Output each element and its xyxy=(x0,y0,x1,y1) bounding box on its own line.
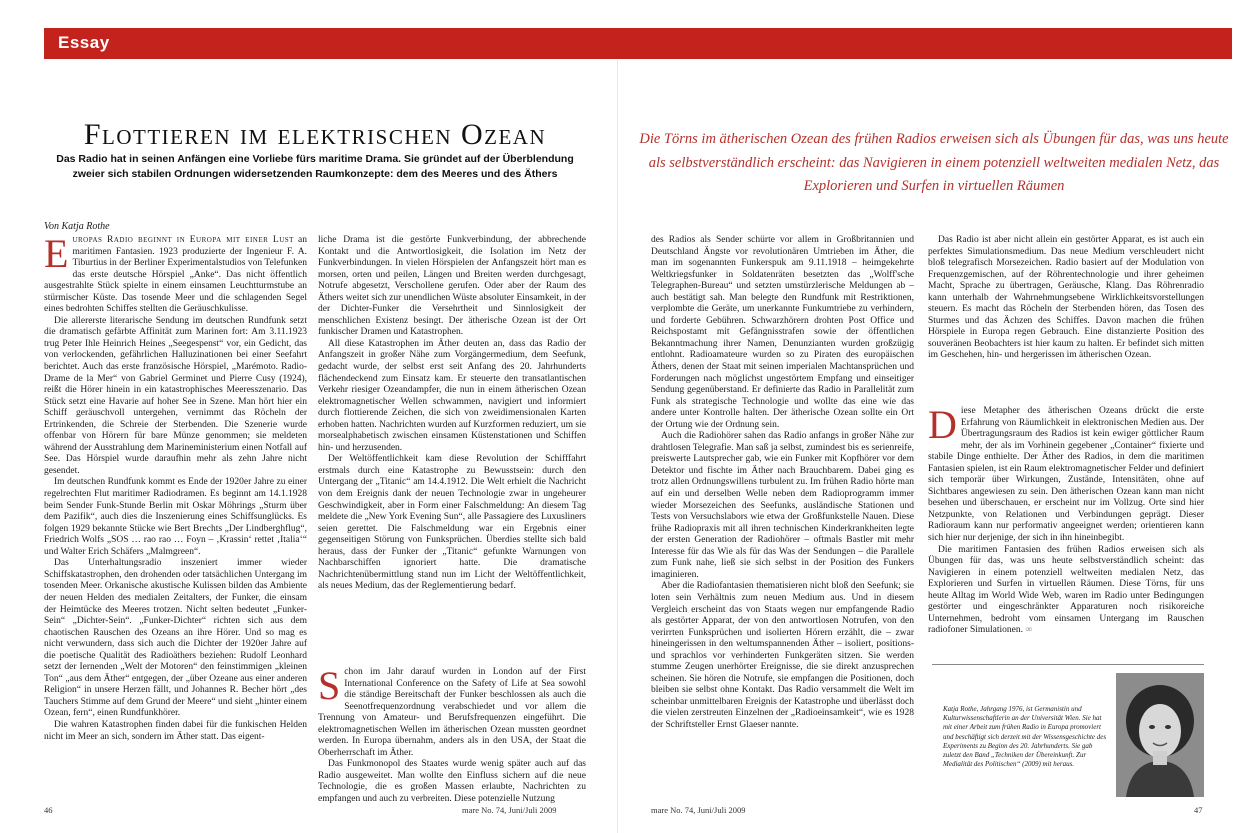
paragraph: Das Funkmonopol des Staates wurde wenig später auch auf das Radio ausgeweitet. Man wollte den Einfluss sichern auf die neue Technologie, die es großen Massen erlaubte, Nachrichten zu empfangen und auch zu verbreiten. Diese potenzielle Nutzung xyxy=(318,759,586,805)
paragraph-text: chon im Jahr darauf wurden in London auf der First International Conference on the Safety of Life at Sea sowohl die ständige Bereitschaft der Funker beschlossen als auch die Seenotfrequenzordnung verabschiedet und vor allem die Trennung von Amateur- und Berufsfrequenzen eingeführt. Die elektromagnetischen Wellen im ätherischen Ozean mussten geordnet werden. In Europa übernahm, anders als in den USA, der Staat die Oberherrschaft im Äther. xyxy=(318,667,586,758)
body-column-4 xyxy=(928,235,1204,393)
paragraph: All diese Katastrophen im Äther deuten an, dass das Radio der Anfangszeit in großer Nähe zum Vorgängermedium, dem Seefunk, gedacht wurde, der selbst erst seit Anfang des 20. Jahrhunderts flächendeckend zum Einsatz kam. Er steuerte den transatlantischen Verkehr riesiger Ozeandampfer, die nun in einem ätherischen Ozean elektromagnetischer Wellen schwammen, navigiert und informiert durch flottierende Zeichen, die sich von zweidimensionalen Karten erhoben hatten. Nachrichten wurden auf Kurzformen reduziert, um sie morsealphabetisch zwischen einsamen Küstenstationen und Schiffen hin- und herzusenden. xyxy=(318,338,586,453)
page-gutter xyxy=(617,60,618,833)
article-subtitle: Das Radio hat in seinen Anfängen eine Vorliebe fürs maritime Drama. Sie gründet auf der Überblendung zweier sich stabilen Ordnungen widersetzenden Raumkonzepte: dem des Meeres und des Äthers xyxy=(56,153,574,180)
author-caption: Katja Rothe, Jahrgang 1976, ist Germanistin und Kulturwissenschaftlerin an der Universität Wien. Sie hat mit einer Arbeit zum frühen Radio in Europa promoviert und beschäftigt sich derzeit mit der Wissensgeschichte des Experiments zu Beginn des 20. Jahrhunderts. Sie gab zuletzt den Band „Techniken der Übereinkunft. Zur Medialität des Politischen“ (2009) mit heraus. xyxy=(943,705,1107,769)
section-header-bar xyxy=(44,28,1232,59)
paragraph: Im deutschen Rundfunk kommt es Ende der 1920er Jahre zu einer regelrechten Flut maritimer Radiodramen. Es beginnt am 14.1.1928 beim Sender Funk-Stunde Berlin mit Oskar Möhrings „Sturm über dem Pazifik“, auch dies die Inszenierung eines Schiffsunglücks. Es folgen 1929 bekannte Stücke wie Bert Brechts „Der Lindberghflug“, Friedrich Wolfs „SOS … rao rao … Foyn – ‚Krassin‘ rettet ‚Italia‘“ und Walter Erich Schäfers „Malmgreen“. xyxy=(44,477,307,557)
pull-quote: Die Törns im ätherischen Ozean des frühen Radios erweisen sich als Übungen für das, was uns heute als selbstverständlich erscheint: das Navigieren in einem potenziell weltweiten medialen Netz, das Explorieren und Surfen in virtuellen Räumen xyxy=(639,131,1229,194)
paragraph-text: Die maritimen Fantasien des frühen Radios erweisen sich als Übungen für das, was uns heute selbstverständlich scheint: das Navigieren in einem potenziell weltweiten medialen Netz, das Explorieren und Surfen in virtuellen Räumen. Diese Törns, für uns heute Alltag im World Wide Web, waren im Radio unter Bedingungen gestörter und eingeschränkter Apparaturen noch risikoreiche Unternehmen, bedroht vom einsamen Untergang im Rauschen radiofoner Simulationen. xyxy=(928,544,1204,636)
page-number-right: 47 xyxy=(1194,805,1203,815)
author-box-rule xyxy=(932,664,1204,665)
paragraph: Der Weltöffentlichkeit kam diese Revolution der Schifffahrt erstmals durch eine Katastrophe zu Bewusstsein: durch den Untergang der „Titanic“ am 14.4.1912. Die Welt erhielt die Nachricht von dem Ereignis dank der neuen Technologie zwar in ungeheurer Geschwindigkeit, aber in Form einer Falschmeldung: An diesem Tag meldete die „New York Evening Sun“, alle Passagiere des Luxusliners seien gerettet. Die Falschmeldung war ein Ergebnis einer gegenseitigen Störung von Funksprüchen. Überdies stellte sich bald heraus, dass der Funker der „Titanic“ gefunkte Warnungen von Nachbarschiffen ignoriert hatte. Die dramatische Nachrichtenübermittlung stand nun im Licht der Weltöffentlichkeit, als neues Medium, das der Reglementierung bedarf. xyxy=(318,454,586,591)
paragraph: liche Drama ist die gestörte Funkverbindung, der abbrechende Kontakt und die Antwortlosigkeit, die Isolation im Netz der Funkverbindungen. In vielen Hörspielen der Anfangszeit hört man es morsen, orten und peilen, Längen und Breiten werden durchgesagt, Notrufe abgesetzt, Verschollene gerufen. Oder aber der Raum des Äthers weitet sich zur unendlichen Wüste absoluter Einsamkeit, in der der Dichter-Funker die Versehrtheit und Sinnlosigkeit der menschlichen Existenz besingt. Der ätherische Ozean ist der Ort funkischer Dramen und Katastrophen. xyxy=(318,235,586,338)
body-column-2 xyxy=(318,235,586,591)
byline: Von Katja Rothe xyxy=(44,221,110,232)
paragraph xyxy=(928,545,1204,637)
body-column-3 xyxy=(651,235,914,817)
lead-in: uropas Radio beginnt in Europa mit einer Lust xyxy=(72,235,294,245)
section-label: Essay xyxy=(58,33,110,52)
magazine-issue-left: mare No. 74, Juni/Juli 2009 xyxy=(462,805,557,815)
drop-cap: E xyxy=(44,235,69,276)
paragraph: Das Unterhaltungsradio inszeniert immer wieder Schiffskatastrophen, den drohenden oder tatsächlichen Untergang im tosenden Meer. Orkanische akustische Kulissen bilden das Ambiente der neuen Helden des medialen Zeitalters, der Funker, die einsam der Heimtücke des Meeres trotzen. Nicht selten bedeutet „Funker-Sein“ „Dichter-Sein“. „Funker-Dichter“ richten sich aus dem chaotischen Rauschen des Ozeans an ihre Hörer. Und so mag es nicht verwundern, dass sich auch die Dichter der 1920er Jahre auf die poetische Qualität des Radioäthers beziehen: Rudolf Leonhard setzt der Iernenden „Welt der Motoren“ den feinstimmigen „kleinen Ton“ „aus dem Äther“ entgegen, der „über Ozeane aus einer anderen Religion“ in unsere Herzen fällt, und Johannes R. Becher hört „des Tauchers Stimme auf dem Grund der Meere“ und sieht „hinter einem Ozean, fern“, einen Rundfunkhörer. xyxy=(44,558,307,719)
author-photo xyxy=(1116,673,1204,797)
paragraph-text: an maritimen Fantasien. 1923 produzierte der Ingenieur F. A. Tiburtius in der Berliner Experimentalstudios von Telefunken das erste deutsche Hörspiel „Anke“. Das nicht öffentlich ausgestrahlte Stück spielte in einem einsamen Leuchtturmstube an stürmischer Küste. Das tosende Meer und die schlagenden Segel eines bedrohten Schiffes stellten die Geräuschkulisse. xyxy=(44,235,307,315)
body-column-4-lower xyxy=(928,406,1204,664)
paragraph xyxy=(318,667,586,759)
paragraph: Auch die Radiohörer sahen das Radio anfangs in großer Nähe zur drahtlosen Telegrafie. Man saß ja selbst, zumindest bis es serienreife, preiswerte Lautsprecher gab, wie ein Funker mit Kopfhörer vor dem Detektor und fischte im Äther nach Brauchbarem. Dabei ging es trotz allen Ordnungswillens turbulent zu. Im frühen Radio hörte man auf ein und derselben Welle neben dem Radioprogramm immer wieder Morsezeichen des Seefunks, ausländische Stationen und Tests von Versuchslabors wie etwa der Großfunkstelle Nauen. Diese frühe Radiopraxis mit all ihren technischen Kinderkrankheiten legte der ersten Generation der Radiohörer – oftmals Bastler mit mehr Interesse für das Wie als für das Was der Sendungen – die Parallele zum Funk nahe, ließ sie sich selbst in der Position des Funkers imaginieren. xyxy=(651,431,914,580)
portrait-image xyxy=(1116,673,1204,797)
body-column-1 xyxy=(44,235,307,817)
paragraph: Das Radio ist aber nicht allein ein gestörter Apparat, es ist auch ein perfektes Simulationsmedium. Das neue Medium verschleudert nicht bloß telegrafisch Morsezeichen. Radio basiert auf der Modulation von Frequenzgemischen, auf der Röhrentechnologie und ihrer geheimen Macht, Sprache zu übertragen, Geräusche, Klang. Das Röhrenradio kann unterhalb der Wahrnehmungsebene Wirklichkeitsvorstellungen steuern. Es macht das Röcheln der Sterbenden hören, das Tosen des Sturmes und das Ächzen des Schiffes. Davon machen die frühen Hörspiele in Europa regen Gebrauch. Eine distanzierte Position des souveränen Beobachters ist hier kaum zu halten. Er befindet sich mitten im Geschehen, hin- und hergerissen im ätherischen Ozean. xyxy=(928,235,1204,361)
paragraph: Aber die Radiofantasien thematisieren nicht bloß den Seefunk; sie loten sein Verhältnis zum neuen Medium aus. Und in diesem Vergleich erscheint das von Staats wegen nur empfangende Radio als gestörter Apparat, der von den antwortlosen Notrufen, von den verirrten Funksprüchen und isolierten Hörern erzählt, die – zwar hineingerissen in den weltumspannenden Äther – isoliert, positions- und sprachlos vor verhinderten Funkgeräten sitzen. Sie werden stumme Zeugen unerhörter Ereignisse, die sie direkt anzusprechen scheinen. Sie hören die Notrufe, sie empfangen die Positionen, doch bleiben sie selbst ohne Kontakt. Das Radio versammelt die Welt im scheinbar unmittelbaren Ereignis der Katastrophe und überlässt doch die vielen zerstreuten Einzelnen der „Radioeinsamkeit“, wie es 1928 der Schriftsteller Ernst Glaeser nannte. xyxy=(651,581,914,730)
paragraph: Die allererste literarische Sendung im deutschen Rundfunk setzt die dramatisch gefärbte Affinität zum Marinen fort: Am 3.11.1923 trug Peter Ihle Heinrich Heines „Seegespenst“ vor, ein Gedicht, das von verlockenden, gefährlichen Halluzinationen bei einer Seefahrt berichtet. Auch das erste französische Hörspiel, „Marémoto. Radio-Drame de la Mer“ von Gabriel Germinet und Pierre Cusy (1924), reißt die Hörer hinein in ein katastrophisches Meeresszenario. Das Stück setzt eine Havarie auf hoher See in Szene. Man hört hier ein Schiff geräuschvoll untergehen, vernimmt das Röcheln der Ertrinkenden, die Schreie der Sterbenden. Die Szenerie wurde offenbar von Hörern für bare Münze genommen; sie meldeten während der Ausstrahlung dem Marineministerium einen Notfall auf See. Das Hörspiel wurde daraufhin mehr als zehn Jahre nicht gesendet. xyxy=(44,315,307,476)
article-title: Flottieren im elektrischen Ozean xyxy=(83,118,547,151)
drop-cap: S xyxy=(318,667,341,708)
paragraph: des Radios als Sender schürte vor allem in Großbritannien und Deutschland Ängste vor revolutionären Umtrieben im Äther, die man im sogenannten Funkerspuk am 9.11.1918 – heimgekehrte Weltkriegsfunker in Soldatenräten besetzten das „Wolff'sche Telegraphen-Bureau“ und setzten umstürzlerische Meldungen ab – auch bestätigt sah. Man belegte den Rundfunk mit Restriktionen, verplombte die Geräte, um unerkannte Funkumtriebe zu verhindern, und forderte Gebühren. Schwarzhörern drohten Post Office und Reichspostamt mit Gefängnisstrafen sowie der öffentlichen Bekanntmachung ihrer Namen, Denunzianten wurden großzügig entlohnt. Radioamateure wurden so zu Piraten des europäischen Äthers, denen der Staat mit seinen imperialen Machtansprüchen und Forderungen nach möglichst ungestörtem Empfang und einseitiger Sendung gegenüberstand. Er definierte das Radio in Parallelität zum Funk als strategische Technologie und wollte das eine wie das andere unter Kontrolle halten. Der ätherische Ozean sollte ein Ort der Ortung wie der Ordnung sein. xyxy=(651,235,914,430)
page-number-left: 46 xyxy=(44,805,53,815)
paragraph: Die wahren Katastrophen finden dabei für die funkischen Helden nicht im Meer an sich, sondern im Äther statt. Das eigent- xyxy=(44,719,307,742)
body-column-2-lower xyxy=(318,667,586,817)
paragraph-text: iese Metapher des ätherischen Ozeans drückt die erste Erfahrung von Räumlichkeit in elektronischen Medien aus. Der Übertragungsraum des Radios ist kein ewiger göttlicher Raum mehr, der als im Vorhinein gegebener „Container“ fixierte und stabile Dinge enthielte. Der Äther des Radios, in dem die maritimen Fantasien spielen, ist ein Raum elektromagnetischer Felder und definiert sich temporär über Wirkungen, Zustände, Intensitäten, ohne auf Sichtbares angewiesen zu sein. Den ätherischen Ozean kann man nicht besehen und überschauen, er erscheint nur im Vollzug. Orte sind hier Netzpunkte, von Relationen und Verbindungen geprägt. Dieser Radioraum kann nur performativ angeeignet werden; orientieren kann sich hier nur derjenige, der sich in ihn hineinbegibt. xyxy=(928,406,1204,544)
paragraph xyxy=(928,406,1204,545)
magazine-issue-right: mare No. 74, Juni/Juli 2009 xyxy=(651,805,746,815)
paragraph xyxy=(44,235,307,316)
end-mark-icon: ∞ xyxy=(1025,625,1033,636)
drop-cap: D xyxy=(928,406,957,447)
